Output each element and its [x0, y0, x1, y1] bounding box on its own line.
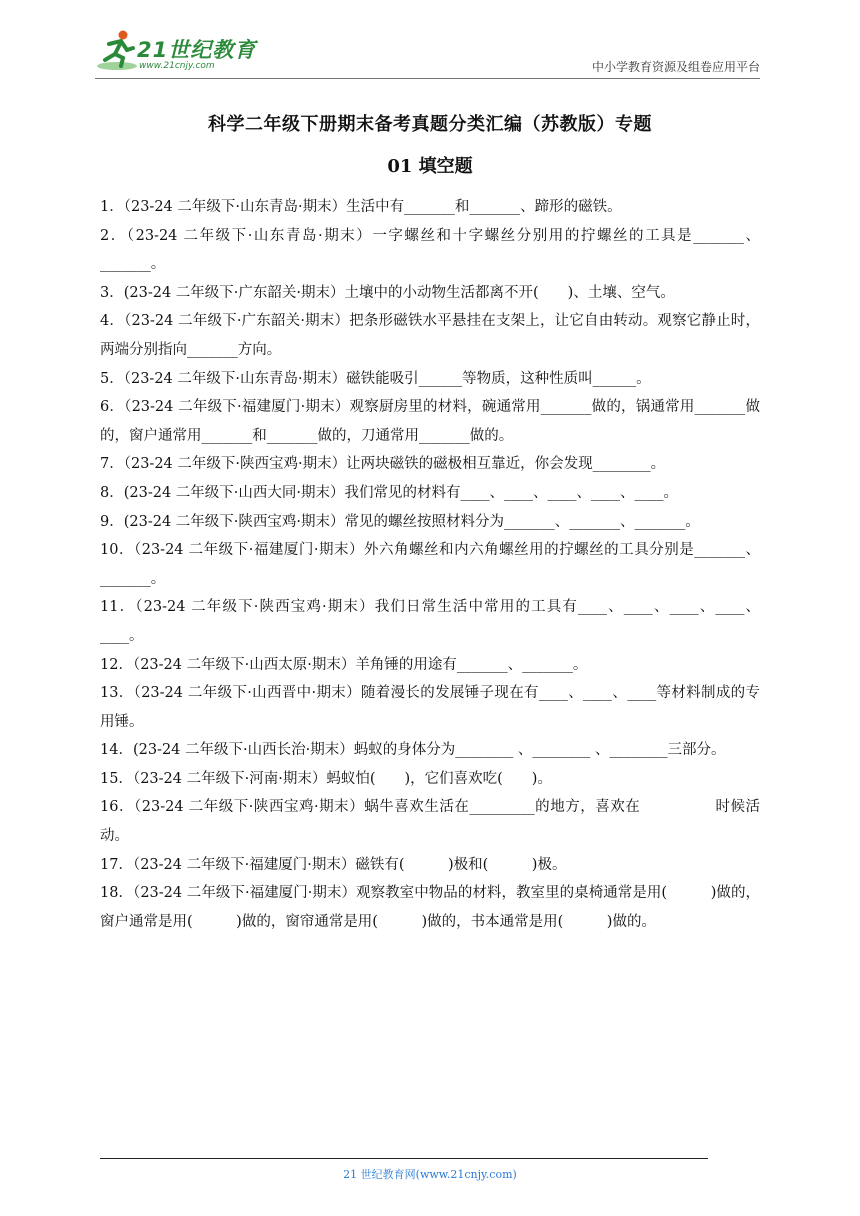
question-7: 7．（23-24 二年级下·陕西宝鸡·期末）让两块磁铁的磁极相互靠近，你会发现________。 [100, 456, 666, 473]
logo-url: www.21cnjy.com [139, 61, 215, 71]
footer-divider [100, 1158, 708, 1159]
question-5: 5．（23-24 二年级下·山东青岛·期末）磁铁能吸引______等物质，这种性质叫______。 [100, 370, 651, 387]
question-11: 11．（23-24 二年级下·陕西宝鸡·期末）我们日常生活中常用的工具有____、____、____、____、____。 [100, 599, 760, 644]
question-15: 15．（23-24 二年级下·河南·期末）蚂蚁怕( )，它们喜欢吃( )。 [100, 770, 552, 787]
question-18: 18．（23-24 二年级下·福建厦门·期末）观察教室中物品的材料，教室里的桌椅通常是用( )做的，窗户通常是用( )做的，窗帘通常是用( )做的，书本通常是用( )做的。 [100, 885, 760, 930]
question-8: 8．(23-24 二年级下·山西大同·期末）我们常见的材料有____、____、____、____、____。 [100, 484, 679, 501]
question-14: 14．(23-24 二年级下·山西长治·期末）蚂蚁的身体分为________ 、________ 、________三部分。 [100, 742, 726, 759]
question-1: 1．（23-24 二年级下·山东青岛·期末）生活中有_______和_______、蹄形的磁铁。 [100, 199, 622, 215]
document-title: 科学二年级下册期末备考真题分类汇编（苏教版）专题 [208, 114, 652, 135]
question-16: 16．（23-24 二年级下·陕西宝鸡·期末）蜗牛喜欢生活在_________的地方，喜欢在 时候活动。 [100, 799, 760, 845]
platform-name: 中小学教育资源及组卷应用平台 [591, 60, 760, 74]
question-17: 17．（23-24 二年级下·福建厦门·期末）磁铁有( )极和( )极。 [100, 856, 567, 873]
question-13: 13．（23-24 二年级下·山西晋中·期末）随着漫长的发展锤子现在有____、____、____等材料制成的专用锤。 [100, 685, 760, 730]
logo-text: 21世纪教育 [137, 38, 257, 62]
section-title: 01 填空题 [387, 156, 473, 177]
question-12: 12．（23-24 二年级下·山西太原·期末）羊角锤的用途有_______、_______。 [100, 656, 588, 673]
header-divider [95, 78, 760, 79]
footer-link[interactable]: 21 世纪教育网(www.21cnjy.com) [343, 1168, 517, 1181]
site-logo [95, 28, 265, 78]
question-6: 6．（23-24 二年级下·福建厦门·期末）观察厨房里的材料，碗通常用_______做的，锅通常用_______做的，窗户通常用_______和_______做的，刀通常用_______做的。 [100, 399, 760, 444]
question-4: 4．（23-24 二年级下·广东韶关·期末）把条形磁铁水平悬挂在支架上，让它自由转动。观察它静止时，两端分别指向_______方向。 [100, 313, 760, 358]
runner-logo-icon [95, 28, 139, 74]
question-2: 2．（23-24 二年级下·山东青岛·期末）一字螺丝和十字螺丝分别用的拧螺丝的工具是_______、_______。 [100, 227, 760, 273]
page-header [95, 28, 760, 78]
question-3: 3．(23-24 二年级下·广东韶关·期末）土壤中的小动物生活都离不开( )、土壤、空气。 [100, 284, 675, 301]
question-10: 10．（23-24 二年级下·福建厦门·期末）外六角螺丝和内六角螺丝用的拧螺丝的工具分别是_______、_______。 [100, 542, 760, 587]
question-9: 9．(23-24 二年级下·陕西宝鸡·期末）常见的螺丝按照材料分为_______、_______、_______。 [100, 513, 700, 530]
question-list [100, 193, 760, 936]
